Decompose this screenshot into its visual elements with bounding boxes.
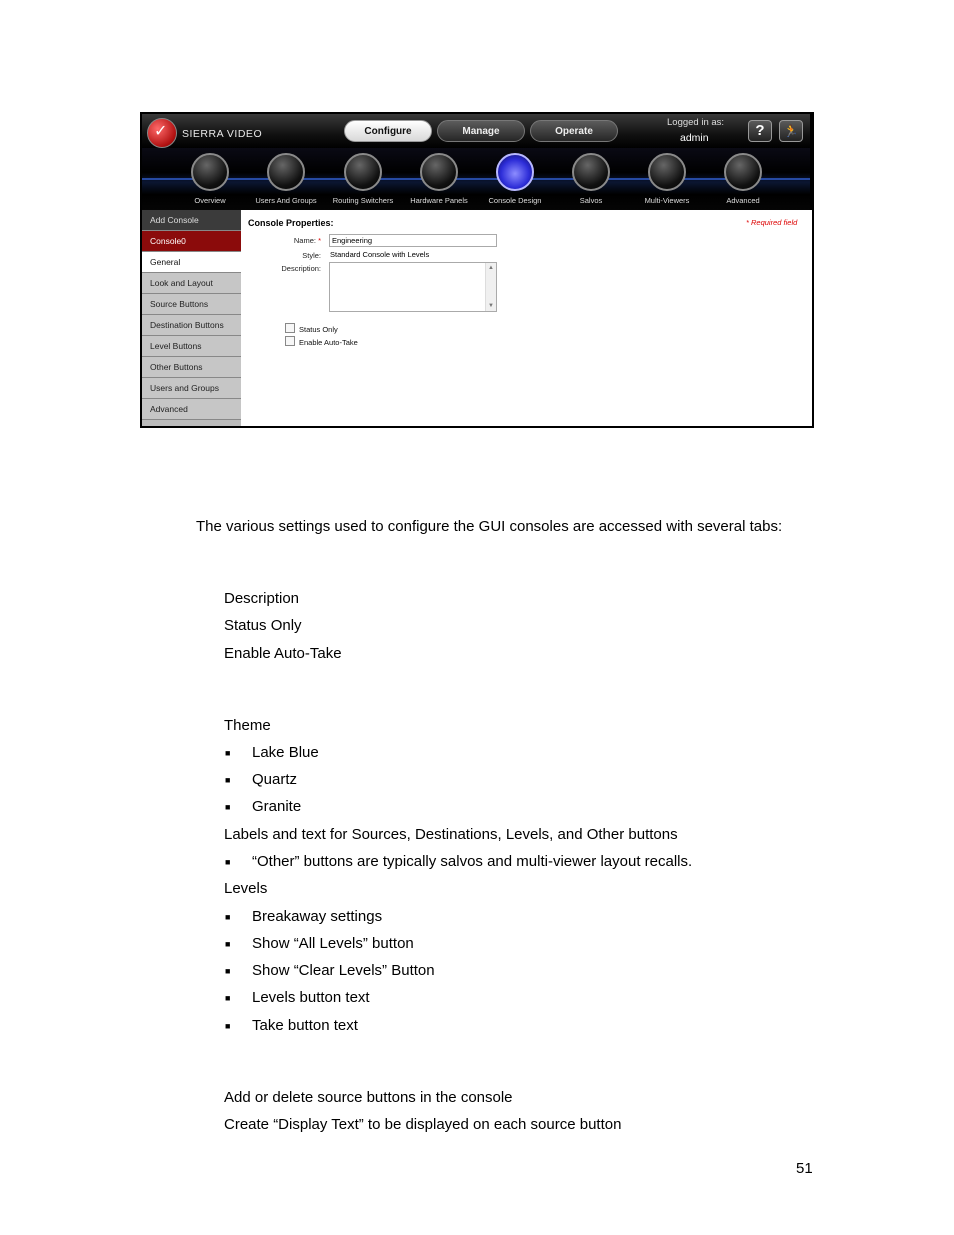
nav-label: Console Design [488, 196, 542, 205]
description-label: Description: [281, 264, 321, 273]
salvos-orb-icon [572, 153, 610, 191]
sidebar-item-level-buttons[interactable]: Level Buttons [142, 336, 241, 357]
scroll-up-icon: ▲ [488, 265, 494, 271]
bullet-icon: ■ [225, 966, 231, 976]
description-textarea[interactable] [329, 262, 497, 312]
nav-overview[interactable] [172, 153, 248, 211]
general-item: Description [224, 590, 300, 607]
textarea-scrollbar[interactable] [485, 263, 496, 311]
levels-item: Take button text [252, 1017, 358, 1034]
app-screenshot [140, 112, 814, 428]
bullet-icon: ■ [225, 993, 231, 1003]
nav-label: Multi-Viewers [644, 196, 690, 205]
other-buttons-note: “Other” buttons are typically salvos and multi-viewer layout recalls. [252, 853, 693, 870]
bullet-icon: ■ [225, 748, 231, 758]
levels-item: Breakaway settings [252, 908, 383, 925]
intro-paragraph: The various settings used to configure the GUI consoles are accessed with several tabs: [196, 518, 783, 535]
nav-users-and-groups[interactable] [248, 153, 324, 211]
nav-label: Users And Groups [255, 196, 317, 205]
routing-orb-icon [344, 153, 382, 191]
nav-multi-viewers[interactable] [629, 153, 705, 211]
sidebar-item-look-and-layout[interactable]: Look and Layout [142, 273, 241, 294]
tab-operate[interactable]: Operate [530, 120, 618, 142]
help-icon[interactable]: ? [748, 120, 772, 142]
console-properties-panel [241, 210, 812, 426]
nav-hardware-panels[interactable] [401, 153, 477, 211]
sidebar-item-other-buttons[interactable]: Other Buttons [142, 357, 241, 378]
bullet-icon: ■ [225, 1021, 231, 1031]
status-only-label: Status Only [299, 325, 338, 334]
bullet-icon: ■ [225, 912, 231, 922]
sidebar [142, 210, 241, 426]
sidebar-item-add-console[interactable]: Add Console [142, 210, 241, 231]
bullet-icon: ■ [225, 802, 231, 812]
bullet-icon: ■ [225, 857, 231, 867]
style-value: Standard Console with Levels [330, 250, 430, 259]
theme-item: Lake Blue [252, 744, 319, 761]
nav-label: Salvos [579, 196, 603, 205]
nav-label: Overview [194, 196, 226, 205]
source-item: Create “Display Text” to be displayed on each source button [224, 1116, 622, 1133]
exit-icon[interactable]: 🏃 [779, 120, 803, 142]
console-design-orb-icon [496, 153, 534, 191]
levels-heading: Levels [224, 880, 268, 897]
theme-item: Granite [252, 798, 302, 815]
sidebar-item-console0[interactable]: Console0 [142, 231, 241, 252]
hardware-orb-icon [420, 153, 458, 191]
sidebar-item-source-buttons[interactable]: Source Buttons [142, 294, 241, 315]
panel-title: Console Properties: [248, 218, 334, 228]
sidebar-item-advanced[interactable]: Advanced [142, 399, 241, 420]
levels-item: Levels button text [252, 989, 370, 1006]
tab-manage[interactable]: Manage [437, 120, 525, 142]
nav-label: Routing Switchers [332, 196, 394, 205]
theme-item: Quartz [252, 771, 298, 788]
general-item: Status Only [224, 617, 302, 634]
levels-item: Show “All Levels” button [252, 935, 414, 952]
logged-in-user: admin [680, 132, 709, 144]
general-item: Enable Auto-Take [224, 645, 342, 662]
sidebar-item-general[interactable]: General [142, 252, 241, 273]
nav-salvos[interactable] [553, 153, 629, 211]
advanced-orb-icon [724, 153, 762, 191]
scroll-down-icon: ▼ [488, 303, 494, 309]
sierra-logo-icon: ✓ [147, 118, 177, 148]
section-icon-bar [142, 148, 810, 210]
status-only-checkbox[interactable] [285, 323, 295, 333]
source-item: Add or delete source buttons in the console [224, 1089, 513, 1106]
levels-item: Show “Clear Levels” Button [252, 962, 435, 979]
brand-name: SIERRA VIDEO [182, 128, 263, 140]
enable-auto-take-checkbox[interactable] [285, 336, 295, 346]
required-field-note: * Required field [746, 218, 798, 227]
style-label: Style: [302, 251, 321, 260]
enable-auto-take-label: Enable Auto-Take [299, 338, 358, 347]
name-input[interactable]: Engineering [329, 234, 497, 247]
page-number: 51 [796, 1160, 813, 1177]
overview-orb-icon [191, 153, 229, 191]
bullet-icon: ■ [225, 775, 231, 785]
sidebar-item-users-and-groups[interactable]: Users and Groups [142, 378, 241, 399]
logged-in-label: Logged in as: [667, 117, 725, 128]
tab-configure[interactable]: Configure [344, 120, 432, 142]
labels-text-item: Labels and text for Sources, Destinations, Levels, and Other buttons [224, 826, 678, 843]
nav-label: Hardware Panels [410, 196, 468, 205]
status-only-row [285, 323, 338, 334]
nav-console-design[interactable] [477, 153, 553, 211]
enable-auto-take-row [285, 336, 358, 347]
nav-label: Advanced [726, 196, 760, 205]
top-bar [142, 114, 810, 148]
theme-heading: Theme [224, 717, 271, 734]
users-orb-icon [267, 153, 305, 191]
multi-viewers-orb-icon [648, 153, 686, 191]
nav-advanced[interactable] [705, 153, 781, 211]
nav-routing-switchers[interactable] [325, 153, 401, 211]
sidebar-item-destination-buttons[interactable]: Destination Buttons [142, 315, 241, 336]
name-label: Name: * [293, 236, 321, 245]
bullet-icon: ■ [225, 939, 231, 949]
